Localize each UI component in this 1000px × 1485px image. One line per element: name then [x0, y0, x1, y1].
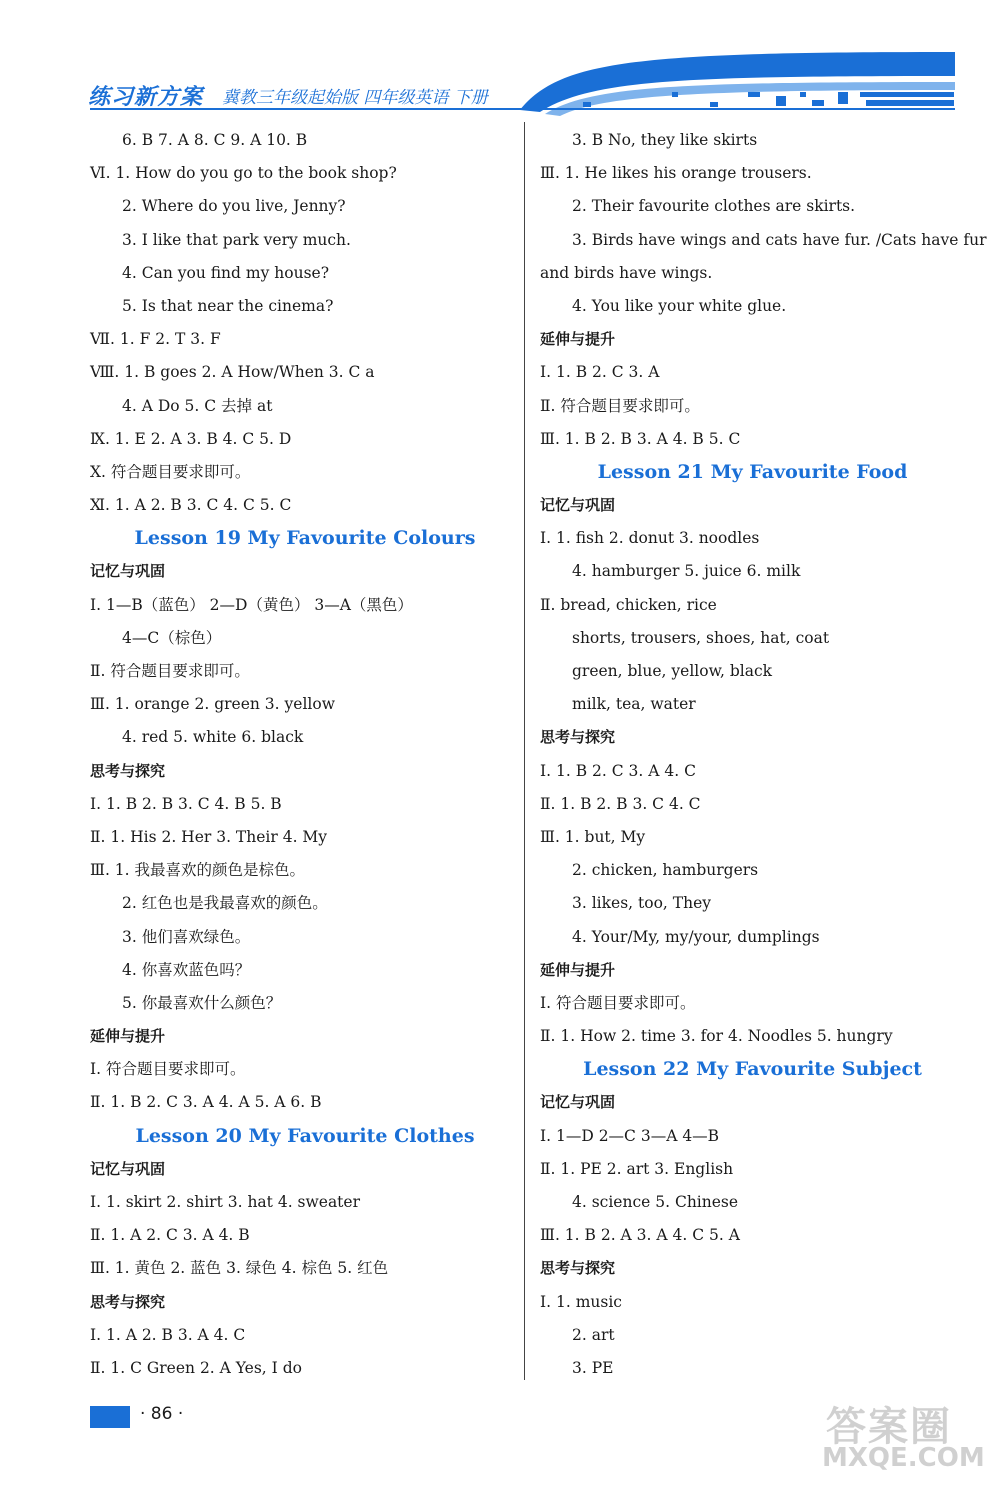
- answer-line: green, blue, yellow, black: [572, 662, 773, 680]
- answer-line: Ⅲ. 1. B 2. B 3. A 4. B 5. C: [540, 429, 741, 448]
- answer-line: Ⅵ. 1. How do you go to the book shop?: [90, 164, 397, 183]
- answer-line: Ⅰ. 符合题目要求即可。: [540, 993, 696, 1012]
- answer-line: Ⅲ. 1. 我最喜欢的颜色是棕色。: [90, 861, 306, 880]
- section-heading: 思考与探究: [90, 1292, 166, 1311]
- answer-line: 3. I like that park very much.: [122, 230, 351, 249]
- answer-line: 3. likes, too, They: [572, 894, 712, 913]
- section-heading: 思考与探究: [90, 761, 166, 780]
- answer-line: 4. science 5. Chinese: [572, 1193, 739, 1211]
- answer-line: Ⅱ. 符合题目要求即可。: [540, 396, 700, 415]
- watermark: [800, 1395, 985, 1475]
- section-heading: 思考与探究: [540, 728, 616, 747]
- answer-line: Ⅱ. 1. C Green 2. A Yes, I do: [90, 1358, 302, 1377]
- answer-line: 4—C（棕色）: [122, 628, 222, 647]
- lesson-heading: Lesson 22 My Favourite Subject: [583, 1058, 922, 1081]
- section-heading: 延伸与提升: [540, 960, 616, 979]
- answer-line: Ⅲ. 1. B 2. A 3. A 4. C 5. A: [540, 1226, 740, 1245]
- answer-line: Ⅱ. 1. B 2. C 3. A 4. A 5. A 6. B: [90, 1093, 322, 1112]
- watermark-cn: 答案圈: [826, 1404, 952, 1450]
- answer-line: 4. hamburger 5. juice 6. milk: [572, 562, 801, 581]
- section-heading: 延伸与提升: [90, 1027, 166, 1046]
- answer-line: Ⅱ. 1. A 2. C 3. A 4. B: [90, 1226, 250, 1245]
- answer-line: 3. PE: [572, 1358, 614, 1377]
- answer-line: Ⅶ. 1. F 2. T 3. F: [90, 330, 221, 349]
- answer-line: Ⅺ. 1. A 2. B 3. C 4. C 5. C: [90, 496, 292, 515]
- answer-line: Ⅲ. 1. He likes his orange trousers.: [540, 164, 812, 183]
- book-title: 练习新方案: [88, 85, 204, 110]
- answer-line: Ⅱ. 1. How 2. time 3. for 4. Noodles 5. hungry: [540, 1027, 893, 1046]
- answer-line: 2. Where do you live, Jenny?: [122, 197, 346, 216]
- answer-line: Ⅰ. 1. skirt 2. shirt 3. hat 4. sweater: [90, 1193, 360, 1211]
- answer-line: Ⅰ. 1—D 2—C 3—A 4—B: [540, 1126, 720, 1145]
- answer-line: 6. B 7. A 8. C 9. A 10. B: [122, 131, 308, 149]
- section-heading: 记忆与巩固: [90, 1159, 166, 1178]
- section-heading: 记忆与巩固: [540, 1093, 616, 1112]
- answer-line: 3. B No, they like skirts: [572, 131, 758, 149]
- answer-line: 2. art: [572, 1325, 615, 1344]
- answer-line: 3. 他们喜欢绿色。: [122, 927, 251, 946]
- answer-line: milk, tea, water: [572, 695, 696, 714]
- answer-line: Ⅰ. 1. A 2. B 3. A 4. C: [90, 1325, 246, 1344]
- column-divider: [524, 122, 525, 1380]
- answer-line: Ⅰ. 符合题目要求即可。: [90, 1060, 246, 1079]
- section-heading: 思考与探究: [540, 1259, 616, 1278]
- answer-line: Ⅱ. 1. PE 2. art 3. English: [540, 1159, 734, 1178]
- answer-line: Ⅰ. 1. fish 2. donut 3. noodles: [540, 529, 760, 548]
- section-heading: 延伸与提升: [540, 330, 616, 349]
- answer-line: shorts, trousers, shoes, hat, coat: [572, 628, 830, 647]
- answer-line: 4. A Do 5. C 去掉 at: [122, 396, 273, 415]
- answer-line: 4. Your/My, my/your, dumplings: [572, 927, 820, 946]
- page-header: [0, 0, 1000, 120]
- answer-line: Ⅹ. 符合题目要求即可。: [90, 462, 251, 481]
- answer-line: 2. Their favourite clothes are skirts.: [572, 197, 856, 216]
- answer-line: Ⅱ. 符合题目要求即可。: [90, 662, 250, 680]
- section-heading: 记忆与巩固: [540, 496, 616, 515]
- answer-line: Ⅲ. 1. orange 2. green 3. yellow: [90, 695, 335, 714]
- answer-line: and birds have wings.: [540, 263, 713, 282]
- answer-line: 5. 你最喜欢什么颜色？: [122, 993, 282, 1012]
- answer-line: Ⅰ. 1. B 2. C 3. A: [540, 363, 660, 382]
- answer-line: 3. Birds have wings and cats have fur. /Cats have fur: [572, 230, 987, 249]
- answer-line: Ⅸ. 1. E 2. A 3. B 4. C 5. D: [90, 429, 292, 448]
- lesson-heading: Lesson 21 My Favourite Food: [597, 460, 908, 483]
- answer-line: Ⅱ. 1. B 2. B 3. C 4. C: [540, 794, 701, 813]
- answer-line: Ⅰ. 1. B 2. B 3. C 4. B 5. B: [90, 794, 282, 813]
- right-column: [540, 124, 987, 1385]
- answer-line: 4. You like your white glue.: [572, 296, 787, 315]
- answer-line: Ⅰ. 1. B 2. C 3. A 4. C: [540, 761, 696, 780]
- answer-line: 4. 你喜欢蓝色吗？: [122, 960, 251, 979]
- answer-line: Ⅰ. 1—B（蓝色） 2—D（黄色） 3—A（黑色）: [90, 595, 413, 614]
- left-column: [90, 124, 520, 1385]
- watermark-en: MXQE.COM: [822, 1443, 985, 1473]
- section-heading: 记忆与巩固: [90, 562, 166, 581]
- answer-line: 4. Can you find my house?: [122, 263, 330, 282]
- answer-line: 4. red 5. white 6. black: [122, 728, 304, 747]
- book-subtitle: 冀教三年级起始版 四年级英语 下册: [222, 88, 488, 108]
- page-number: · 86 ·: [140, 1404, 184, 1424]
- lesson-heading: Lesson 19 My Favourite Colours: [134, 527, 476, 550]
- answer-line: Ⅰ. 1. music: [540, 1292, 622, 1311]
- lesson-heading: Lesson 20 My Favourite Clothes: [135, 1124, 475, 1147]
- answer-line: Ⅷ. 1. B goes 2. A How/When 3. C a: [90, 363, 375, 382]
- answer-line: Ⅱ. 1. His 2. Her 3. Their 4. My: [90, 827, 328, 846]
- answer-line: Ⅱ. bread, chicken, rice: [540, 595, 717, 614]
- footer-tab: [90, 1406, 130, 1428]
- answer-line: 5. Is that near the cinema?: [122, 296, 334, 315]
- answer-line: 2. 红色也是我最喜欢的颜色。: [122, 894, 328, 913]
- answer-line: Ⅲ. 1. but, My: [540, 827, 646, 846]
- answer-line: Ⅲ. 1. 黄色 2. 蓝色 3. 绿色 4. 棕色 5. 红色: [90, 1259, 389, 1278]
- answer-line: 2. chicken, hamburgers: [572, 861, 759, 880]
